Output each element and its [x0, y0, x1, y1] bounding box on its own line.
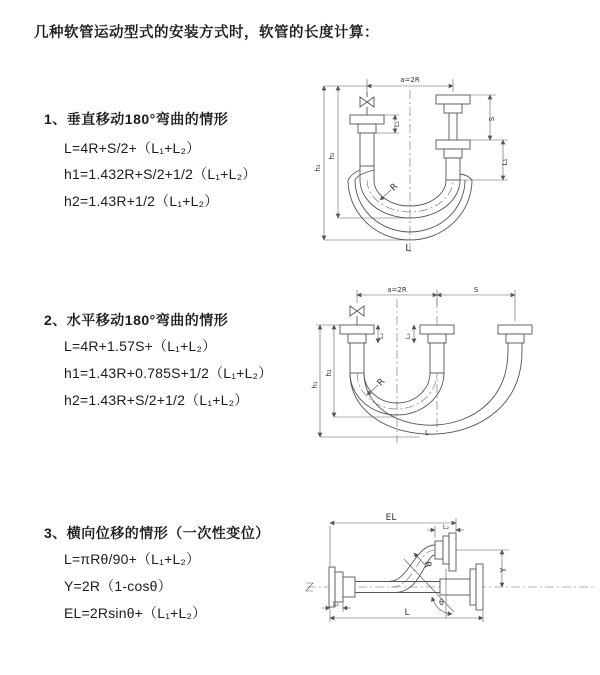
valve-icon	[360, 92, 374, 115]
d1-label-s: S	[488, 116, 496, 122]
d2-label-s: S	[473, 286, 479, 294]
section-1-heading: 1、垂直移动180°弯曲的情形	[44, 111, 229, 127]
d3-label-y: Y	[499, 567, 508, 573]
d1-label-h2: h₂	[328, 152, 336, 160]
diagram-vertical-180-bend	[308, 66, 588, 256]
d1-label-a2r: a=2R	[400, 76, 420, 84]
diagram-lateral-displacement	[303, 510, 598, 635]
d3-label-l1: L₁	[332, 600, 340, 608]
d3-straight-hose-original	[355, 564, 483, 610]
d3-l1-dimension	[322, 599, 351, 612]
d2-label-h2: h₂	[325, 369, 333, 377]
d3-label-l2: L₂	[442, 523, 450, 531]
section-3-heading: 3、横向位移的情形（一次性变位）	[44, 525, 270, 541]
d2-label-l: L	[425, 429, 429, 437]
section-3-formula-EL: EL=2Rsinθ+（L₁+L₂）	[64, 605, 207, 621]
d2-label-l1: L₁	[404, 332, 412, 340]
section-2-formula-h1: h1=1.43R+0.785S+1/2（L₁+L₂）	[64, 365, 273, 381]
page-title: 几种软管运动型式的安装方式时，软管的长度计算：	[34, 25, 379, 41]
d2-radius-leader	[367, 377, 387, 395]
d1-label-h1: h₁	[314, 164, 322, 172]
d1-right-dimensions	[460, 95, 509, 180]
d2-label-r: R	[375, 376, 388, 389]
d1-left-flange	[350, 115, 384, 180]
d1-top-dimension	[324, 76, 453, 92]
d1-label-r: R	[388, 181, 401, 194]
diagram-horizontal-180-bend	[308, 285, 598, 450]
d2-label-l2: L₂	[377, 332, 385, 340]
d1-label-l2: L₂	[393, 120, 401, 128]
d2-label-h1: h₁	[311, 381, 319, 389]
d1-label-l1: L₁	[501, 158, 509, 166]
section-1-formula-L: L=4R+S/2+（L₁+L₂）	[64, 140, 201, 156]
d1-label-l: L	[405, 243, 411, 254]
d2-flanges	[340, 325, 532, 373]
braid-hatch	[446, 158, 460, 180]
d3-label-l: L	[404, 608, 410, 618]
section-3-formula-Y: Y=2R（1-cosθ）	[64, 578, 172, 594]
braid-hatch	[360, 133, 374, 166]
valve-icon	[350, 306, 364, 325]
d1-radius-leader	[380, 182, 400, 200]
section-2-heading: 2、水平移动180°弯曲的情形	[44, 312, 229, 328]
d1-right-flange-stack	[436, 95, 470, 180]
braid-hatch	[430, 343, 444, 373]
section-3-formula-L: L=πRθ/90+（L₁+L₂）	[64, 551, 201, 567]
d3-label-r: R	[421, 560, 433, 569]
section-1-formula-h2: h2=1.43R+1/2（L₁+L₂）	[64, 193, 219, 209]
braid-hatch	[350, 343, 364, 373]
d3-l-dimension	[330, 608, 483, 622]
section-1-formula-h1: h1=1.432R+S/2+1/2（L₁+L₂）	[64, 166, 257, 182]
d2-top-dimensions	[357, 286, 515, 321]
section-2-formula-L: L=4R+1.57S+（L₁+L₂）	[64, 338, 217, 354]
d2-fitting-dimensions	[377, 325, 414, 343]
d3-label-el: EL	[385, 513, 397, 523]
d3-label-theta: θ	[439, 598, 444, 607]
d2-label-a2r: a=2R	[387, 286, 407, 294]
section-2-formula-h2: h2=1.43R+S/2+1/2（L₁+L₂）	[64, 392, 249, 408]
